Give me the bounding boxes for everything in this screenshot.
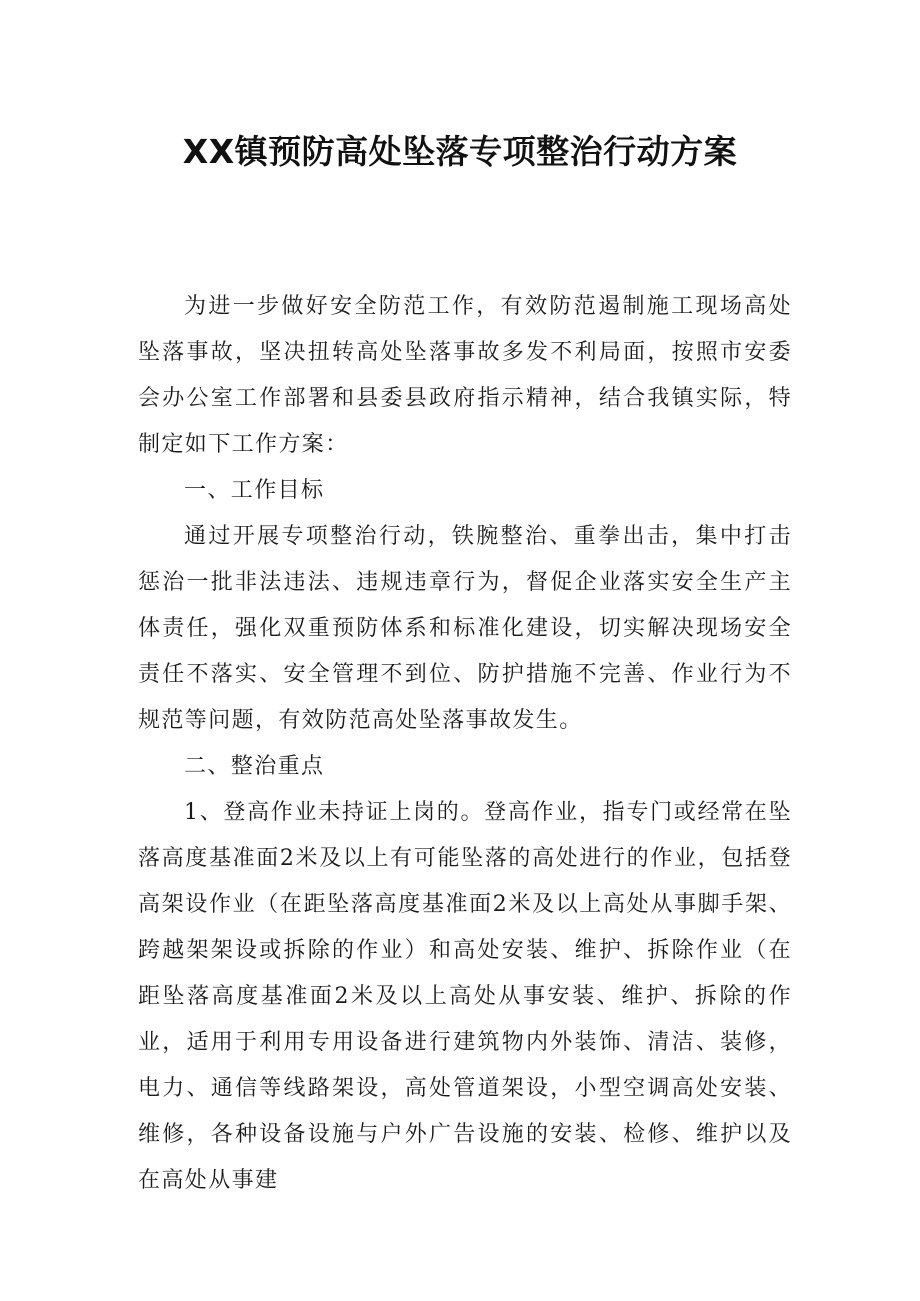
document-title: XX镇预防高处坠落专项整治行动方案	[182, 132, 738, 171]
intro-paragraph: 为进一步做好安全防范工作，有效防范遏制施工现场高处坠落事故，坚决扭转高处坠落事故多发不利局面，按照市安委会办公室工作部署和县委县政府指示精神，结合我镇实际，特制定如下工作方案：	[138, 294, 792, 457]
goals-paragraph: 通过开展专项整治行动，铁腕整治、重拳出击，集中打击惩治一批非法违法、违规违章行为，督促企业落实安全生产主体责任，强化双重预防体系和标准化建设，切实解决现场安全责任不落实、安全管理不到位、防护措施不完善、作业行为不规范等问题，有效防范高处坠落事故发生。	[138, 524, 792, 733]
focus-item-1-paragraph: 1、登高作业未持证上岗的。登高作业，指专门或经常在坠落高度基准面2米及以上有可能坠落的高处进行的作业，包括登高架设作业（在距坠落高度基准面2米及以上高处从事脚手架、跨越架架设或拆除的作业）和高处安装、维护、拆除作业（在距坠落高度基准面2米及以上高处从事安装、维护、拆除的作业，适用于利用专用设备进行建筑物内外装饰、清洁、装修，电力、通信等线路架设，高处管道架设，小型空调高处安装、维修，各种设备设施与户外广告设施的安装、检修、维护以及在高处从事建	[138, 800, 792, 1193]
section-heading-goals: 一、工作目标	[184, 478, 325, 503]
document-body	[138, 284, 792, 1204]
section-heading-focus: 二、整治重点	[184, 754, 325, 779]
